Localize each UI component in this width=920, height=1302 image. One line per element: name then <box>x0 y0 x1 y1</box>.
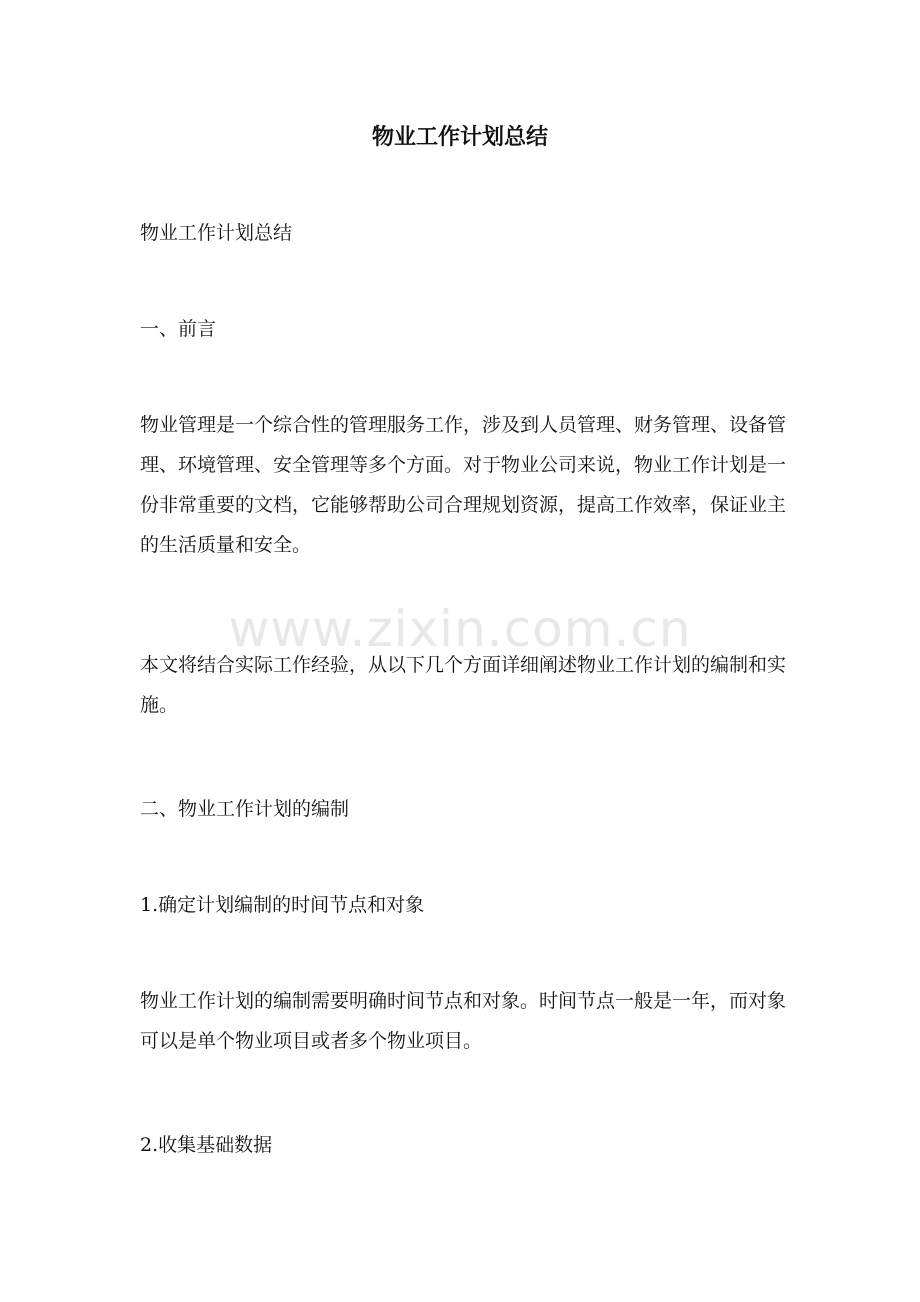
intro-paragraph-1: 物业管理是一个综合性的管理服务工作，涉及到人员管理、财务管理、设备管理、环境管理、安全管理等多个方面。对于物业公司来说，物业工作计划是一份非常重要的文档，它能够帮助公司合理规划资源，提高工作效率，保证业主的生活质量和安全。 <box>140 414 787 556</box>
document-subtitle: 物业工作计划总结 <box>140 222 293 244</box>
intro-paragraph-2: 本文将结合实际工作经验，从以下几个方面详细阐述物业工作计划的编制和实施。 <box>140 654 787 716</box>
item-1-text: 物业工作计划的编制需要明确时间节点和对象。时间节点一般是一年，而对象可以是单个物业项目或者多个物业项目。 <box>140 990 787 1052</box>
watermark-text: www.zixin.com.cn <box>228 600 692 658</box>
item-1-heading: 1.确定计划编制的时间节点和对象 <box>140 894 425 916</box>
document-title: 物业工作计划总结 <box>371 125 548 150</box>
item-2-heading: 2.收集基础数据 <box>140 1134 273 1156</box>
section-heading-part2: 二、物业工作计划的编制 <box>140 798 350 820</box>
section-heading-intro: 一、前言 <box>140 318 217 340</box>
